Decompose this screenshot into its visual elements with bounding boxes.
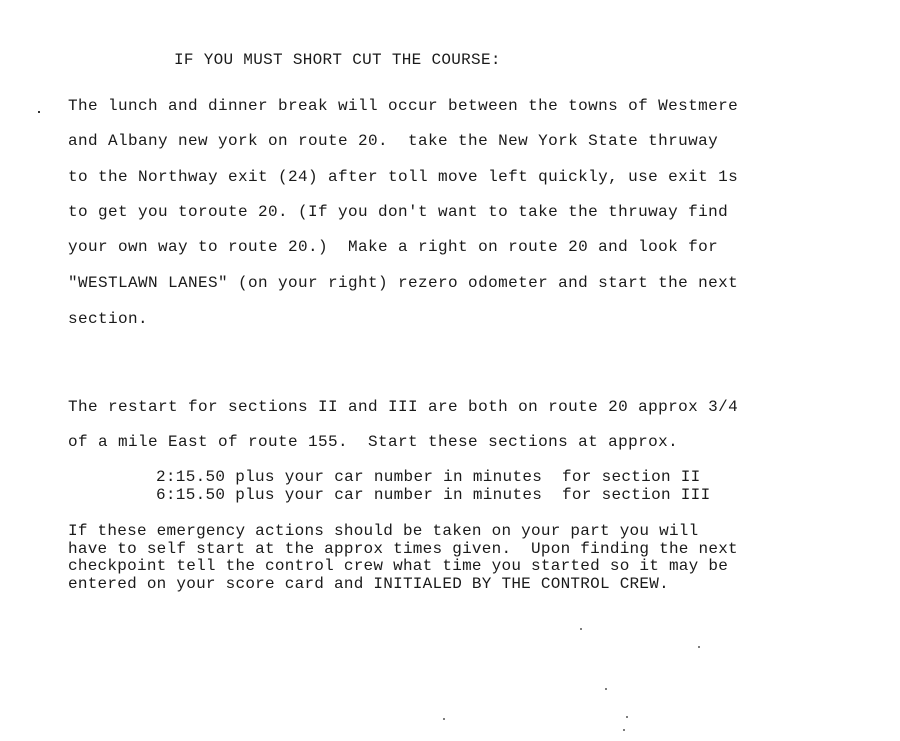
paragraph1-line: your own way to route 20.) Make a right on route 20 and look for [68,238,719,256]
scan-speck [623,729,625,731]
paragraph3-line: entered on your score card and INITIALED BY THE CONTROL CREW. [68,575,669,593]
paragraph2-line: The restart for sections II and III are both on route 20 approx 3/4 [68,398,739,416]
schedule-line: 6:15.50 plus your car number in minutes for section III [156,486,711,504]
paragraph3-line: checkpoint tell the control crew what time you started so it may be [68,557,729,575]
paragraph1-line: section. [68,310,149,328]
paragraph1-line: to get you toroute 20. (If you don't want to take the thruway find [68,203,729,221]
margin-mark [38,111,40,113]
scan-speck [443,718,445,720]
document-heading: IF YOU MUST SHORT CUT THE COURSE: [174,51,501,69]
paragraph3-line: If these emergency actions should be taken on your part you will [68,522,699,540]
scan-speck [626,716,628,718]
scan-speck [605,688,607,690]
paragraph2-line: of a mile East of route 155. Start these sections at approx. [68,433,679,451]
paragraph1-line: to the Northway exit (24) after toll move left quickly, use exit 1s [68,168,739,186]
paragraph3-line: have to self start at the approx times given. Upon finding the next [68,540,738,558]
scan-speck [698,646,700,648]
paragraph1-line: "WESTLAWN LANES" (on your right) rezero odometer and start the next [68,274,739,292]
schedule-line: 2:15.50 plus your car number in minutes for section II [156,468,701,486]
paragraph1-line: and Albany new york on route 20. take the New York State thruway [68,132,719,150]
paragraph1-line: The lunch and dinner break will occur between the towns of Westmere [68,97,739,115]
scan-speck [580,628,582,630]
